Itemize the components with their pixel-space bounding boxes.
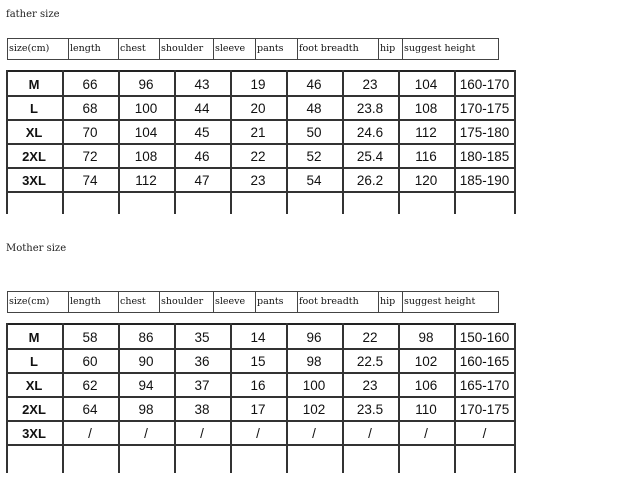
table-cell: 102 [302,401,326,417]
table-cell: 170-175 [459,100,510,116]
table-cell: 112 [135,172,157,188]
column-divider [342,70,344,214]
table-cell: 23 [362,76,378,92]
table-cell: 50 [306,124,322,140]
column-divider [174,70,176,214]
table-cell: 175-180 [459,124,510,140]
table-cell: 35 [194,329,210,345]
header-cell-6: foot breadth [298,292,379,312]
table-row [6,349,515,373]
mother-size-table [6,323,515,473]
table-cell: 48 [306,100,322,116]
size-label: L [30,353,38,369]
size-label: M [28,76,40,92]
table-cell: 44 [194,100,210,116]
table-cell: 170-175 [459,401,510,417]
table-row [6,168,515,192]
table-cell: 37 [194,377,210,393]
table-cell: 96 [306,329,322,345]
column-divider [62,323,64,473]
table-cell: 15 [250,353,266,369]
size-label: M [28,329,40,345]
header-cell-1: length [69,39,119,59]
column-divider [6,70,8,214]
table-row [6,397,515,421]
column-divider [514,323,516,473]
table-cell: 54 [306,172,322,188]
mother-header-row [7,291,499,313]
table-cell: 180-185 [459,148,510,164]
header-cell-0: size(cm) [8,292,69,312]
table-cell: 150-160 [459,329,510,345]
table-cell: 72 [82,148,98,164]
table-cell: 104 [134,124,158,140]
table-cell: 110 [415,401,437,417]
table-cell: 24.6 [356,124,384,140]
table-cell: / [482,425,487,441]
table-cell: 52 [306,148,322,164]
table-cell: 23 [250,172,266,188]
table-cell: 100 [302,377,326,393]
table-cell: 23 [362,377,378,393]
header-cell-7: hip [379,292,403,312]
table-cell: 46 [306,76,322,92]
table-cell: 22 [362,329,378,345]
table-cell: 98 [138,401,154,417]
column-divider [286,70,288,214]
table-row [6,421,515,445]
table-cell: 86 [138,329,154,345]
table-cell: 16 [250,377,266,393]
father-size-table [6,70,515,214]
header-cell-5: pants [256,292,298,312]
table-cell: 43 [194,76,210,92]
table-cell: 96 [138,76,154,92]
table-cell: 36 [194,353,210,369]
table-cell: / [200,425,204,441]
table-cell: 45 [194,124,210,140]
row-divider [6,444,515,446]
table-cell: 19 [250,76,266,92]
table-cell: 64 [82,401,98,417]
table-cell: 47 [194,172,210,188]
table-row [6,96,515,120]
size-label: 3XL [22,425,46,441]
table-cell: 160-165 [459,353,510,369]
table-cell: 74 [82,172,98,188]
header-cell-4: sleeve [214,39,256,59]
table-cell: 23.5 [356,401,384,417]
table-cell: 70 [82,124,98,140]
table-cell: 90 [138,353,154,369]
header-cell-2: chest [119,292,160,312]
table-cell: 116 [415,148,437,164]
column-divider [230,323,232,473]
column-divider [454,70,456,214]
table-cell: 25.4 [356,148,384,164]
header-cell-7: hip [379,39,403,59]
table-cell: 100 [134,100,158,116]
column-divider [6,323,8,473]
table-cell: 185-190 [459,172,510,188]
table-cell: / [312,425,316,441]
table-row [6,72,515,96]
table-cell: 112 [415,124,437,140]
header-cell-6: foot breadth [298,39,379,59]
table-cell: 60 [82,353,98,369]
size-label: 2XL [22,148,46,164]
table-cell: 38 [194,401,210,417]
table-cell: 94 [138,377,154,393]
table-cell: 62 [82,377,98,393]
size-label: XL [25,377,43,393]
column-divider [230,70,232,214]
table-cell: / [256,425,260,441]
table-cell: / [368,425,372,441]
table-cell: 46 [194,148,210,164]
size-label: 3XL [22,172,46,188]
table-cell: 23.8 [356,100,384,116]
table-cell: / [88,425,92,441]
size-label: 2XL [22,401,46,417]
header-cell-4: sleeve [214,292,256,312]
table-cell: 98 [418,329,434,345]
column-divider [398,323,400,473]
table-cell: 102 [414,353,438,369]
header-cell-8: suggest height [404,43,476,54]
table-cell: / [424,425,428,441]
table-row [6,144,515,168]
table-cell: 26.2 [356,172,384,188]
table-cell: 22.5 [356,353,384,369]
header-cell-0: size(cm) [8,39,69,59]
table-cell: 21 [250,124,266,140]
table-cell: 165-170 [459,377,510,393]
column-divider [118,323,120,473]
header-cell-5: pants [256,39,298,59]
table-cell: 104 [414,76,438,92]
table-cell: 22 [250,148,266,164]
table-cell: 17 [250,401,266,417]
header-cell-2: chest [119,39,160,59]
header-cell-1: length [69,292,119,312]
table-cell: 98 [306,353,322,369]
column-divider [286,323,288,473]
column-divider [174,323,176,473]
column-divider [514,70,516,214]
header-cell-3: shoulder [160,292,214,312]
column-divider [398,70,400,214]
row-divider [6,191,515,193]
table-cell: 58 [82,329,98,345]
column-divider [454,323,456,473]
mother-size-title: Mother size [6,243,67,254]
table-cell: 106 [414,377,438,393]
table-cell: 20 [250,100,266,116]
table-cell: 14 [250,329,266,345]
column-divider [118,70,120,214]
table-row [6,120,515,144]
father-size-title: father size [6,9,60,20]
father-header-row [7,38,499,60]
table-cell: 66 [82,76,98,92]
size-label: L [30,100,38,116]
header-cell-8: suggest height [404,296,476,307]
header-cell-3: shoulder [160,39,214,59]
column-divider [342,323,344,473]
table-cell: 108 [134,148,158,164]
table-cell: / [144,425,148,441]
column-divider [62,70,64,214]
table-cell: 108 [414,100,438,116]
table-cell: 160-170 [459,76,510,92]
table-cell: 120 [414,172,438,188]
table-row [6,373,515,397]
table-cell: 68 [82,100,98,116]
size-label: XL [25,124,43,140]
table-row [6,325,515,349]
